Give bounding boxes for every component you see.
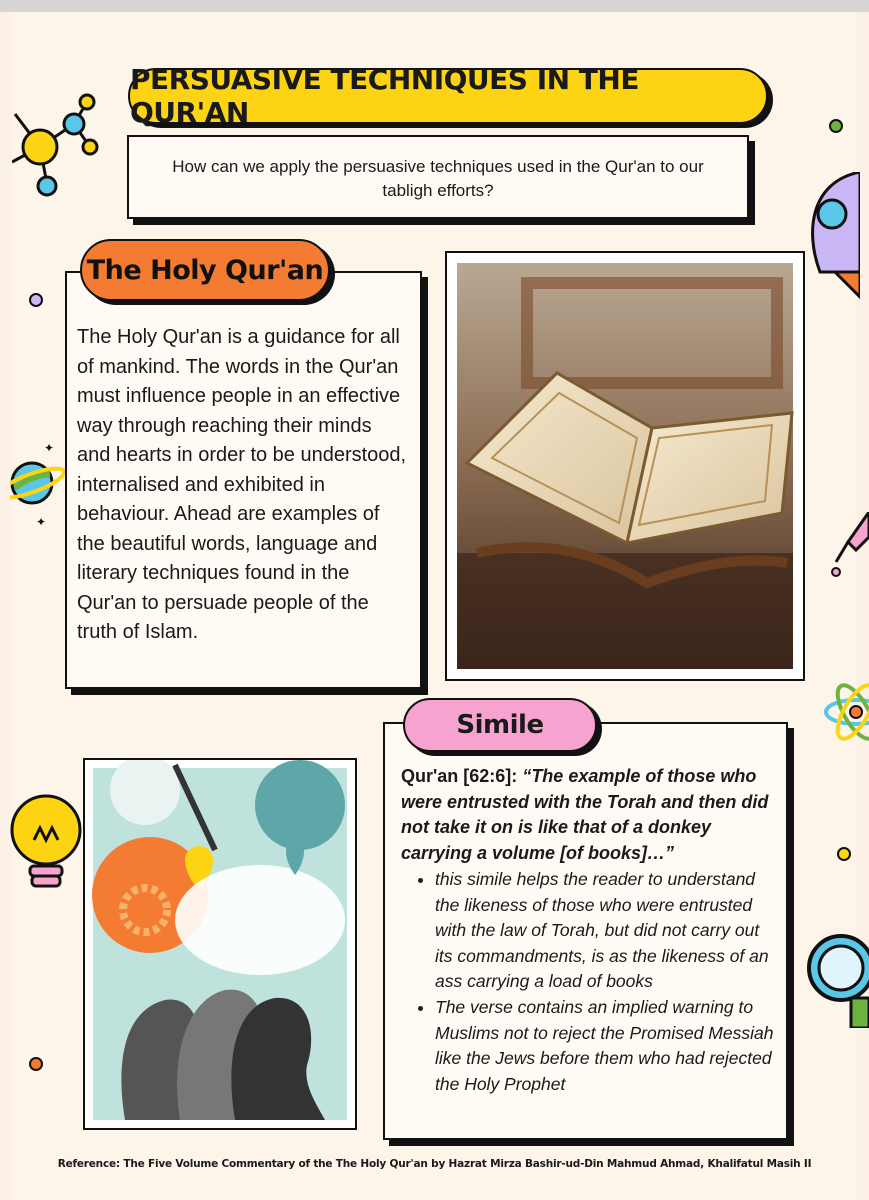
pipette-icon xyxy=(828,512,869,582)
lightbulb-icon xyxy=(10,788,82,898)
quran-photo xyxy=(445,251,805,681)
magnifier-icon xyxy=(796,928,869,1028)
dot-icon xyxy=(28,292,44,308)
list-item: • The verse contains an implied warning to Muslims not to reject the Promised Messiah like the Jews before them who had rejected the Holy Prophet xyxy=(435,995,776,1097)
verse-quote: “The example of those who were entrusted with the Torah and then did not take it on is like that of a donkey carrying a volume [of books]…” xyxy=(401,766,769,863)
simile-verse xyxy=(401,764,774,866)
top-strip xyxy=(0,0,869,12)
molecule-icon xyxy=(12,92,102,202)
question-text: How can we apply the persuasive techniques used in the Qur'an to our tabligh efforts? xyxy=(172,157,704,200)
question-card xyxy=(127,135,749,219)
svg-text:✦: ✦ xyxy=(36,515,47,528)
page-title: PERSUASIVE TECHNIQUES IN THE QUR'AN xyxy=(128,68,768,124)
holy-quran-card xyxy=(65,271,422,689)
heads-illustration xyxy=(83,758,357,1130)
holy-quran-text: The Holy Qur'an is a guidance for all of mankind. The words in the Qur'an must influence people in an effective way through reaching their minds and hearts in order to be understood, internalised and exhibited in behaviour. Ahead are examples of the beautiful words, language and literary techniques found in the Qur'an to persuade people of the truth of Islam. xyxy=(77,326,407,643)
simile-card xyxy=(383,722,788,1140)
atom-icon xyxy=(818,672,869,754)
dot-icon xyxy=(828,118,844,134)
dot-icon xyxy=(28,1056,44,1072)
planet-icon xyxy=(10,438,70,528)
dot-icon xyxy=(836,846,852,862)
simile-bullets xyxy=(401,867,776,1097)
reference-footnote: Reference: The Five Volume Commentary of the The Holy Qur'an by Hazrat Mirza Bashir-ud-Din Mahmud Ahmad, Khalifatul Masih II xyxy=(57,1158,812,1170)
list-item: • this simile helps the reader to understand the likeness of those who were entrusted with the law of Torah, but did not carry out its commandments, is as the likeness of an ass carrying a load of books xyxy=(435,867,776,995)
holy-quran-heading: The Holy Qur'an xyxy=(80,239,330,301)
svg-text:✦: ✦ xyxy=(44,441,55,455)
verse-reference: Qur'an [62:6]: xyxy=(401,766,523,786)
simile-heading: Simile xyxy=(403,698,597,752)
